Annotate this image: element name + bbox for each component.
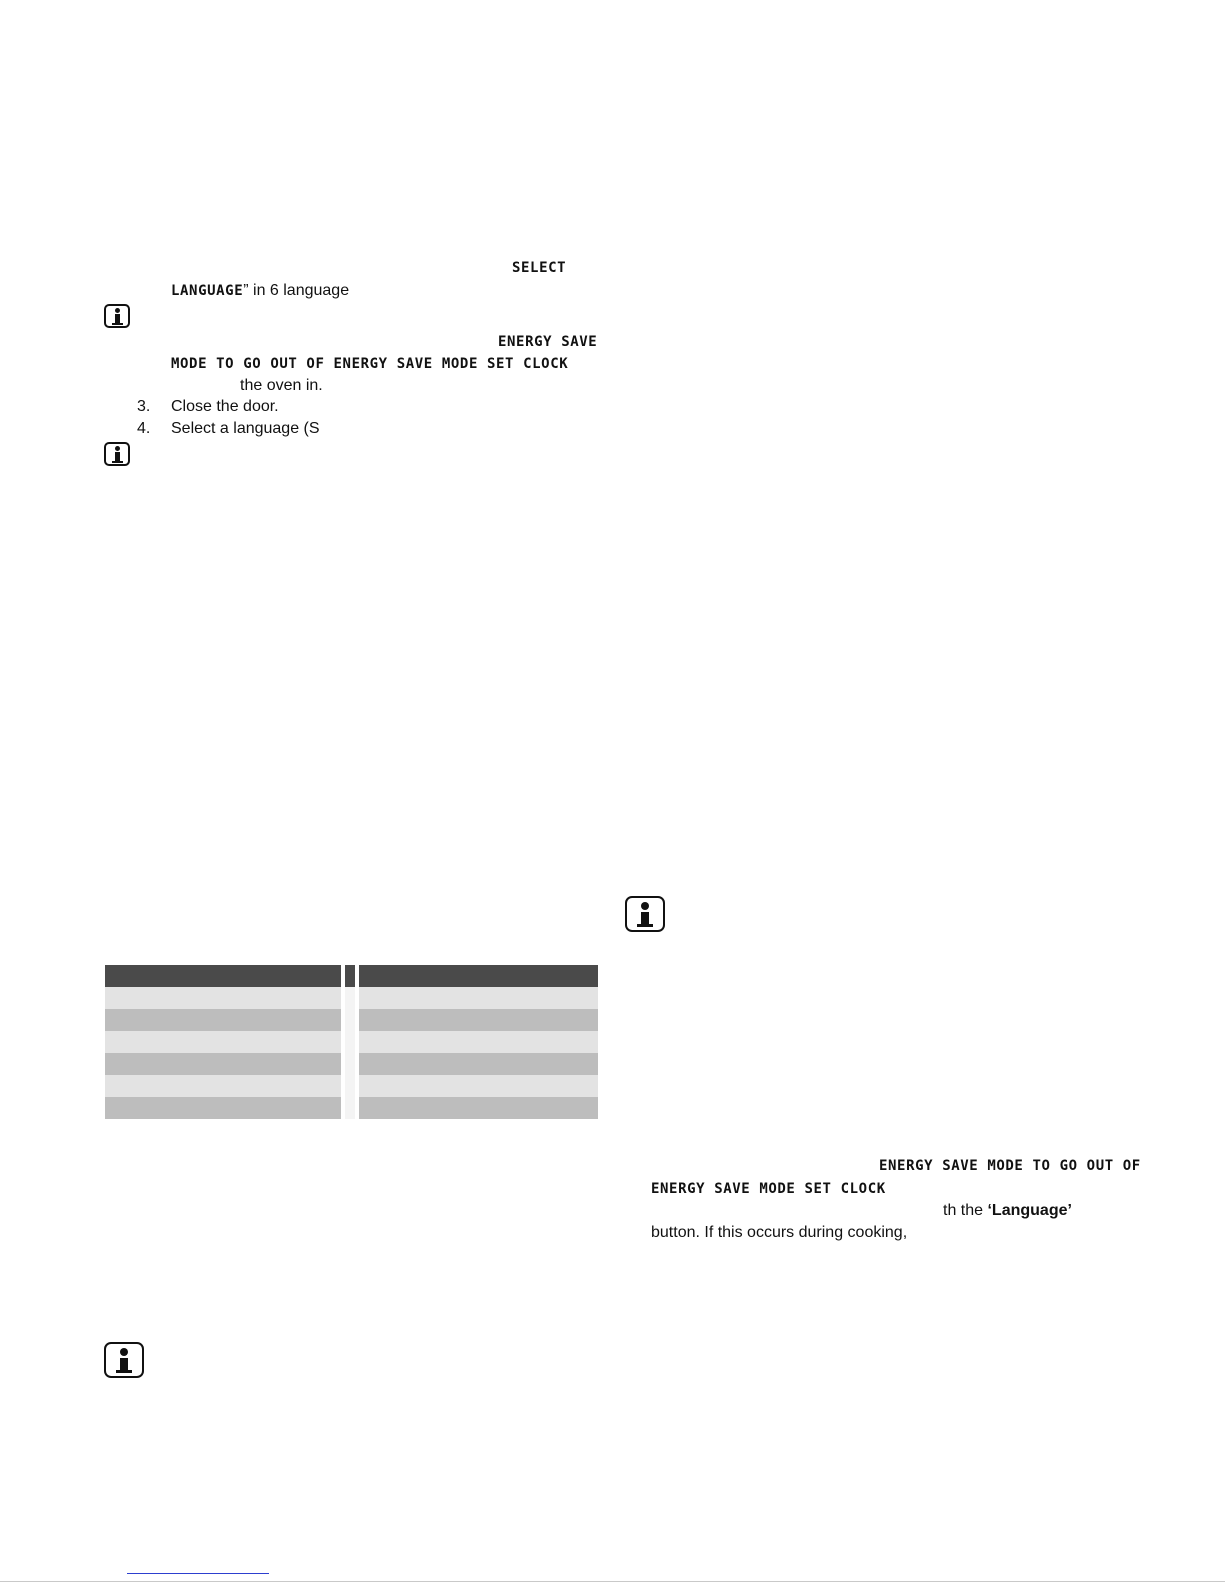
table-header-cell: [105, 965, 341, 987]
cooking-note-text: button. If this occurs during cooking,: [651, 1224, 908, 1241]
table-row: [105, 1075, 598, 1097]
info-icon: [104, 304, 130, 328]
lcd-energy-save-line2: ENERGY SAVE MODE SET CLOCK: [651, 1181, 886, 1197]
table-cell: [359, 1031, 598, 1053]
lcd-mode-line-text: MODE TO GO OUT OF ENERGY SAVE MODE SET CLOCK: [171, 356, 569, 372]
lcd-language-text: LANGUAGE: [171, 283, 244, 299]
table-cell: [105, 1097, 341, 1119]
table-row: [105, 987, 598, 1009]
list-item: [137, 397, 279, 417]
table-row: [105, 1097, 598, 1119]
list-item-text: Select a language (S: [171, 420, 320, 437]
language-table: [105, 965, 598, 1119]
language-line: [171, 281, 349, 301]
lcd-energy-save-text: ENERGY SAVE: [498, 334, 598, 350]
table-row: [105, 1031, 598, 1053]
list-item-text: Close the door.: [171, 398, 279, 415]
info-icon: [625, 896, 665, 932]
table-cell: [359, 1053, 598, 1075]
lcd-select-text: SELECT: [512, 260, 567, 276]
table-cell: [105, 1075, 341, 1097]
footer-link-underline: [127, 1573, 269, 1574]
column-separator: [345, 965, 355, 987]
table-cell: [105, 1009, 341, 1031]
table-header-row: [105, 965, 598, 987]
oven-in-text: the oven in.: [240, 377, 323, 394]
language-prefix-text: th the: [943, 1202, 988, 1219]
table-cell: [359, 987, 598, 1009]
column-separator: [345, 987, 355, 1009]
column-separator: [345, 1053, 355, 1075]
lcd-energy-save-line1: ENERGY SAVE MODE TO GO OUT OF: [879, 1158, 1141, 1174]
table-cell: [359, 1097, 598, 1119]
column-separator: [345, 1075, 355, 1097]
table-cell: [359, 1009, 598, 1031]
footer-divider: [0, 1581, 1225, 1582]
list-item: [137, 419, 320, 439]
list-item-number: 4.: [137, 420, 151, 437]
info-icon: [104, 1342, 144, 1378]
language-suffix-text: ” in 6 language: [243, 282, 350, 299]
table-row: [105, 1053, 598, 1075]
table-row: [105, 1009, 598, 1031]
column-separator: [345, 1009, 355, 1031]
language-button-line: [943, 1201, 1072, 1221]
list-item-number: 3.: [137, 398, 151, 415]
table-cell: [105, 1053, 341, 1075]
column-separator: [345, 1097, 355, 1119]
info-icon: [104, 442, 130, 466]
table-cell: [105, 1031, 341, 1053]
table-cell: [105, 987, 341, 1009]
table-header-cell: [359, 965, 598, 987]
language-button-label: ‘Language’: [987, 1202, 1072, 1219]
column-separator: [345, 1031, 355, 1053]
table-cell: [359, 1075, 598, 1097]
